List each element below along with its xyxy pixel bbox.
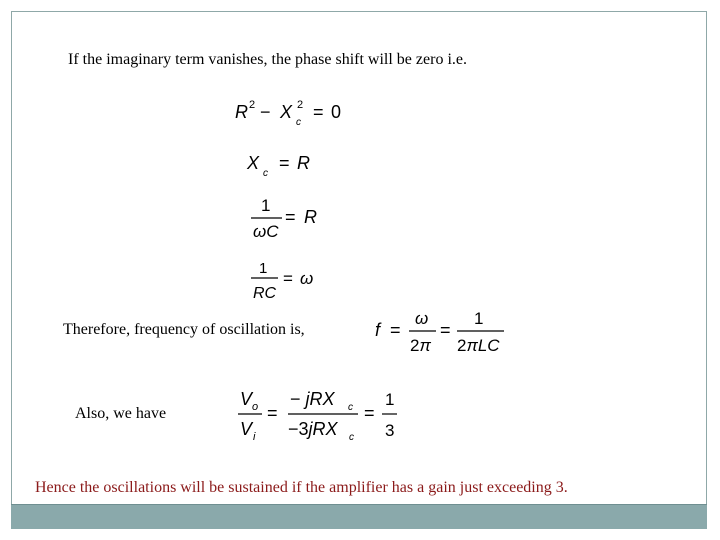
- therefore-text: Therefore, frequency of oscillation is,: [63, 321, 305, 338]
- svg-text:2π: 2π: [410, 336, 431, 355]
- svg-text:X: X: [247, 153, 260, 173]
- svg-text:=: =: [267, 403, 278, 423]
- svg-text:0: 0: [331, 102, 342, 122]
- svg-text:c: c: [263, 168, 268, 179]
- svg-text:o: o: [252, 401, 259, 413]
- equation-one-over-omega-c: [248, 192, 328, 244]
- svg-text:R: R: [297, 153, 310, 173]
- equation-xc-equals-r: [243, 150, 323, 180]
- svg-text:R: R: [304, 207, 317, 227]
- svg-text:ω: ω: [415, 309, 429, 328]
- equation-frequency: [370, 305, 520, 357]
- svg-text:=: =: [364, 403, 375, 423]
- svg-text:ω: ω: [300, 269, 314, 288]
- svg-text:ωC: ωC: [253, 222, 279, 241]
- svg-text:R: R: [235, 102, 248, 122]
- svg-text:−: −: [260, 102, 271, 122]
- svg-text:1: 1: [261, 196, 271, 215]
- slide-frame: [11, 11, 707, 529]
- svg-text:c: c: [348, 402, 353, 413]
- svg-text:V: V: [240, 419, 253, 439]
- equation-gain: [235, 383, 405, 445]
- equation-r2-minus-xc2: [230, 96, 350, 130]
- svg-text:=: =: [285, 207, 296, 227]
- svg-text:− jRX: − jRX: [290, 389, 335, 409]
- svg-text:=: =: [440, 320, 451, 340]
- svg-text:=: =: [279, 153, 290, 173]
- conclusion-text: Hence the oscillations will be sustained if the amplifier has a gain just exceeding 3.: [35, 479, 568, 496]
- svg-text:f: f: [375, 320, 381, 340]
- svg-text:c: c: [349, 432, 354, 443]
- svg-text:V: V: [240, 389, 253, 409]
- slide-footer-bar: [11, 504, 707, 529]
- equation-one-over-rc: [248, 256, 328, 306]
- svg-text:3: 3: [385, 421, 395, 440]
- svg-text:1: 1: [474, 309, 484, 328]
- svg-text:2πLC: 2πLC: [457, 336, 500, 355]
- also-text: Also, we have: [75, 405, 167, 422]
- svg-text:1: 1: [385, 390, 395, 409]
- svg-text:=: =: [313, 102, 324, 122]
- svg-text:RC: RC: [253, 285, 277, 302]
- svg-text:2: 2: [297, 99, 304, 111]
- svg-text:X: X: [280, 102, 293, 122]
- svg-text:−3jRX: −3jRX: [288, 419, 338, 439]
- svg-text:=: =: [390, 320, 401, 340]
- svg-text:i: i: [253, 431, 256, 443]
- svg-text:c: c: [296, 117, 301, 128]
- svg-text:2: 2: [249, 99, 256, 111]
- svg-text:=: =: [283, 269, 293, 288]
- intro-text: If the imaginary term vanishes, the phase shift will be zero i.e.: [68, 51, 467, 68]
- svg-text:1: 1: [259, 260, 268, 277]
